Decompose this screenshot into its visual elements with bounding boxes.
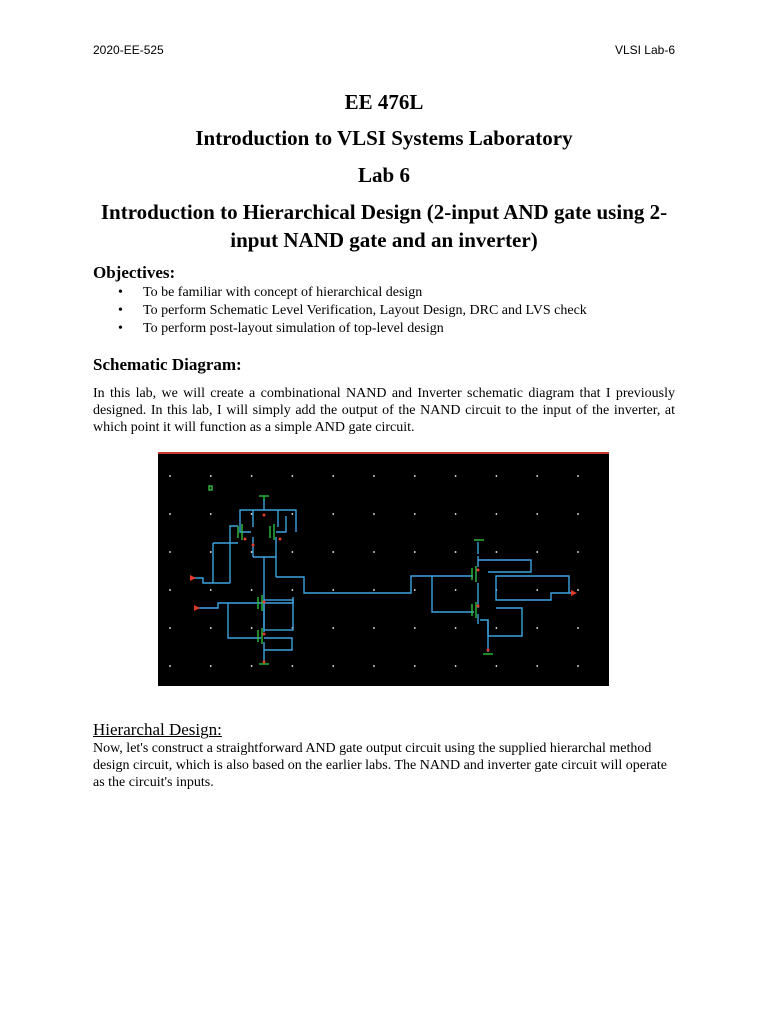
grid-dot (373, 665, 375, 667)
grid-dot (210, 513, 212, 515)
objective-item (93, 302, 587, 320)
header-student-id: 2020-EE-525 (93, 43, 164, 57)
grid-dot (577, 551, 579, 553)
grid-dot (332, 475, 334, 477)
objective-item (93, 284, 587, 302)
grid-dot (169, 627, 171, 629)
transistors (209, 486, 493, 664)
objective-text: To be familiar with concept of hierarchical design (143, 285, 423, 300)
grid-dot (455, 475, 457, 477)
grid-dot (292, 475, 294, 477)
grid-dot (577, 665, 579, 667)
grid-dot (536, 475, 538, 477)
grid-dot (169, 513, 171, 515)
grid-dot (536, 627, 538, 629)
grid-dot (169, 551, 171, 553)
grid-dot (577, 513, 579, 515)
grid-dot (169, 665, 171, 667)
course-code: EE 476L (344, 90, 424, 114)
grid-dot (414, 627, 416, 629)
grid-dot (332, 551, 334, 553)
objective-text: To perform post-layout simulation of top-level design (143, 321, 444, 336)
grid-dot (536, 665, 538, 667)
grid-dot (414, 665, 416, 667)
grid-dot (414, 513, 416, 515)
bullet-icon: • (118, 321, 123, 336)
grid-dot (373, 551, 375, 553)
lab-topic: Introduction to Hierarchical Design (2-input AND gate using 2-input NAND gate and an inverter) (100, 200, 668, 252)
schematic-screenshot (158, 452, 609, 686)
grid-dot (373, 475, 375, 477)
grid-dot (210, 551, 212, 553)
grid-dot (332, 589, 334, 591)
grid-dot (210, 627, 212, 629)
grid-dot (577, 627, 579, 629)
grid-dot (373, 513, 375, 515)
grid-dot (210, 665, 212, 667)
grid-dot (251, 475, 253, 477)
objective-text: To perform Schematic Level Verification, Layout Design, DRC and LVS check (143, 303, 587, 318)
hierarchal-paragraph: Now, let's construct a straightforward AND gate output circuit using the supplied hierarchal method design circuit, which is also based on the earlier labs. The NAND and inverter gate circuit will operate as the circuit's inputs. (93, 741, 667, 790)
grid-dot (414, 589, 416, 591)
grid-dot (455, 513, 457, 515)
grid-dot (536, 551, 538, 553)
grid-dot (292, 551, 294, 553)
header-lab-name: VLSI Lab-6 (614, 43, 675, 57)
wires (194, 499, 573, 662)
course-name: Introduction to VLSI Systems Laboratory (195, 126, 573, 150)
grid-dot (251, 551, 253, 553)
grid-dot (373, 589, 375, 591)
grid-dot (332, 513, 334, 515)
grid-dot (251, 665, 253, 667)
schematic-paragraph: In this lab, we will create a combinational NAND and Inverter schematic diagram that I previously designed. In this lab, I will simply add the output of the NAND circuit to the input of the inverter, at which point it will function as a simple AND gate circuit. (93, 386, 675, 435)
grid-dot (169, 475, 171, 477)
objectives-heading: Objectives: (93, 263, 176, 282)
grid-dot (496, 551, 498, 553)
grid-dot (251, 589, 253, 591)
grid-dot (292, 513, 294, 515)
lab-number: Lab 6 (358, 163, 410, 187)
grid-dot (332, 665, 334, 667)
pins (190, 514, 577, 664)
grid-dot (292, 665, 294, 667)
hierarchal-heading: Hierarchal Design: (93, 720, 222, 739)
grid-dot (577, 475, 579, 477)
grid-dot (169, 589, 171, 591)
grid-dot (496, 513, 498, 515)
bullet-icon: • (118, 285, 123, 300)
grid-dot (251, 627, 253, 629)
objective-item (93, 320, 587, 338)
grid-dot (332, 627, 334, 629)
grid-dot (414, 551, 416, 553)
grid-dot (496, 665, 498, 667)
grid-dot (373, 627, 375, 629)
grid-dot (577, 589, 579, 591)
grid-dot (251, 513, 253, 515)
grid-dot (455, 589, 457, 591)
bullet-icon: • (118, 303, 123, 318)
grid-dot (292, 589, 294, 591)
grid-dot (496, 627, 498, 629)
grid-dot (210, 475, 212, 477)
grid-dot (455, 627, 457, 629)
grid-dot (496, 475, 498, 477)
objectives-list (93, 284, 587, 338)
grid-dot (455, 665, 457, 667)
grid-dot (536, 513, 538, 515)
grid-dot (536, 589, 538, 591)
grid-dot (210, 589, 212, 591)
grid-dot (455, 551, 457, 553)
grid-dot (414, 475, 416, 477)
circuit-schematic (158, 452, 609, 686)
schematic-heading: Schematic Diagram: (93, 355, 242, 374)
